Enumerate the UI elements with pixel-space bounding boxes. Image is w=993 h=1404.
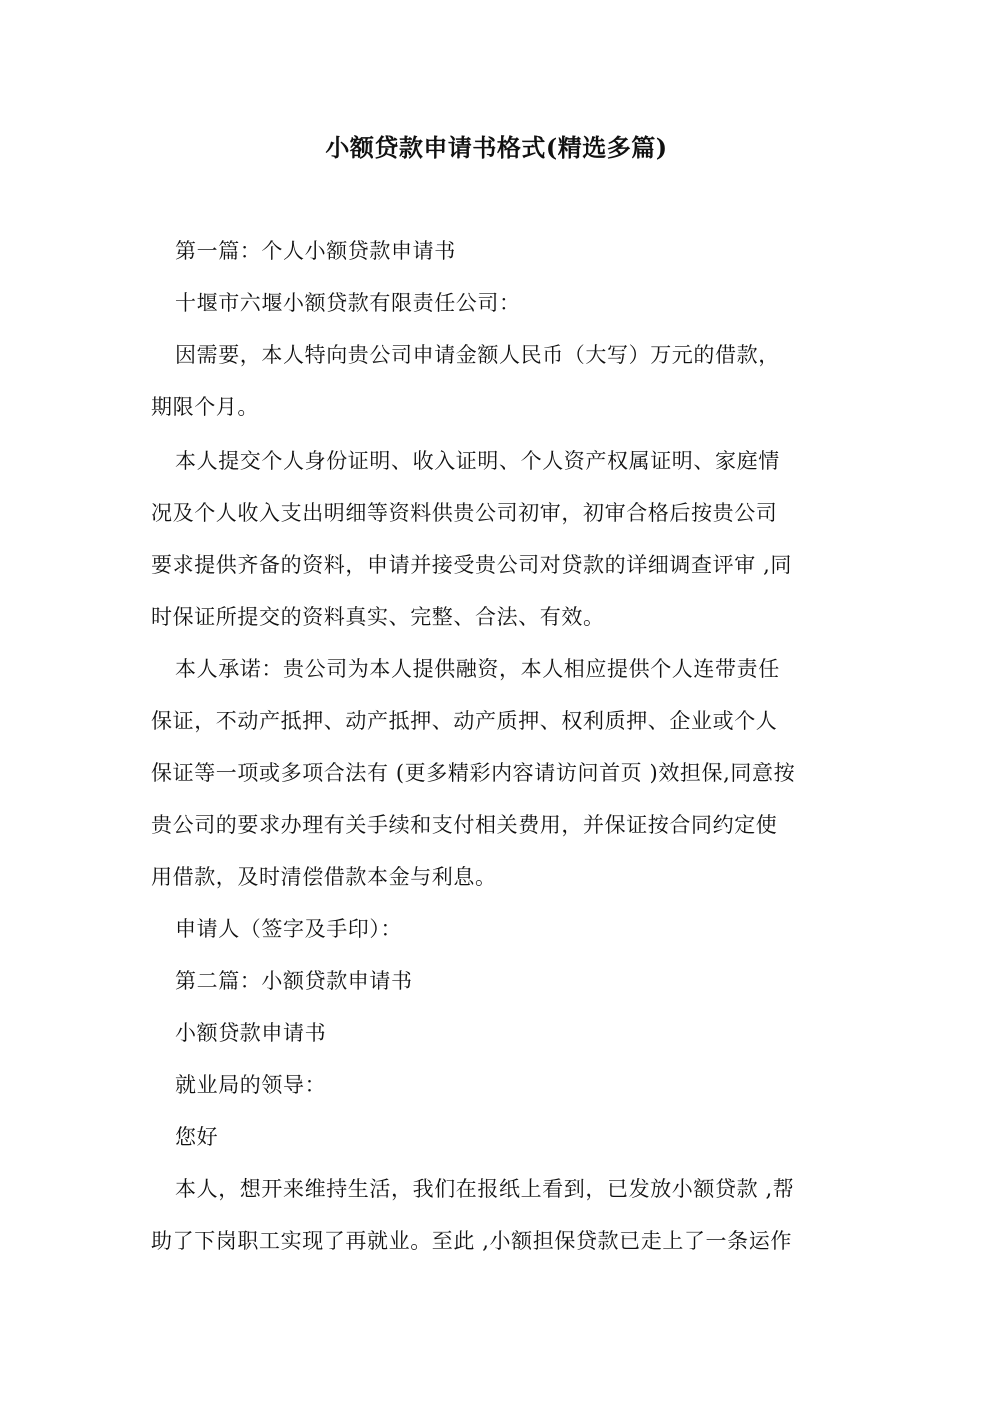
- document-title: 小额贷款申请书格式(精选多篇): [325, 133, 668, 162]
- body-line: 用借款，及时清偿借款本金与利息。: [151, 865, 497, 889]
- greeting-line: 您好: [175, 1125, 219, 1149]
- body-line: 本人，想开来维持生活，我们在报纸上看到，已发放小额贷款 ,帮: [175, 1177, 795, 1201]
- body-line: 时保证所提交的资料真实、完整、合法、有效。: [151, 605, 605, 629]
- subtitle-line: 小额贷款申请书: [175, 1021, 327, 1045]
- body-line: 因需要，本人特向贵公司申请金额人民币（大写）万元的借款，: [175, 343, 780, 367]
- signature-line: 申请人（签字及手印）：: [175, 917, 403, 941]
- body-line: 况及个人收入支出明细等资料供贵公司初审，初审合格后按贵公司: [151, 501, 778, 525]
- body-line: 本人提交个人身份证明、收入证明、个人资产权属证明、家庭情: [175, 449, 780, 473]
- body-line: 期限个月。: [151, 395, 259, 419]
- addressee-line: 十堰市六堰小额贷款有限责任公司：: [175, 291, 521, 315]
- body-line: 保证等一项或多项合法有 (更多精彩内容请访问首页 )效担保,同意按: [151, 761, 796, 785]
- body-line: 要求提供齐备的资料，申请并接受贵公司对贷款的详细调查评审 ,同: [151, 553, 792, 577]
- body-line: 贵公司的要求办理有关手续和支付相关费用，并保证按合同约定使: [151, 813, 778, 837]
- body-line: 助了下岗职工实现了再就业。至此 ,小额担保贷款已走上了一条运作: [151, 1229, 792, 1253]
- body-line: 本人承诺：贵公司为本人提供融资，本人相应提供个人连带责任: [175, 657, 780, 681]
- addressee-line: 就业局的领导：: [175, 1073, 327, 1097]
- section-heading: 第一篇：个人小额贷款申请书: [175, 239, 456, 263]
- body-line: 保证，不动产抵押、动产抵押、动产质押、权利质押、企业或个人: [151, 709, 778, 733]
- section-heading: 第二篇：小额贷款申请书: [175, 969, 413, 993]
